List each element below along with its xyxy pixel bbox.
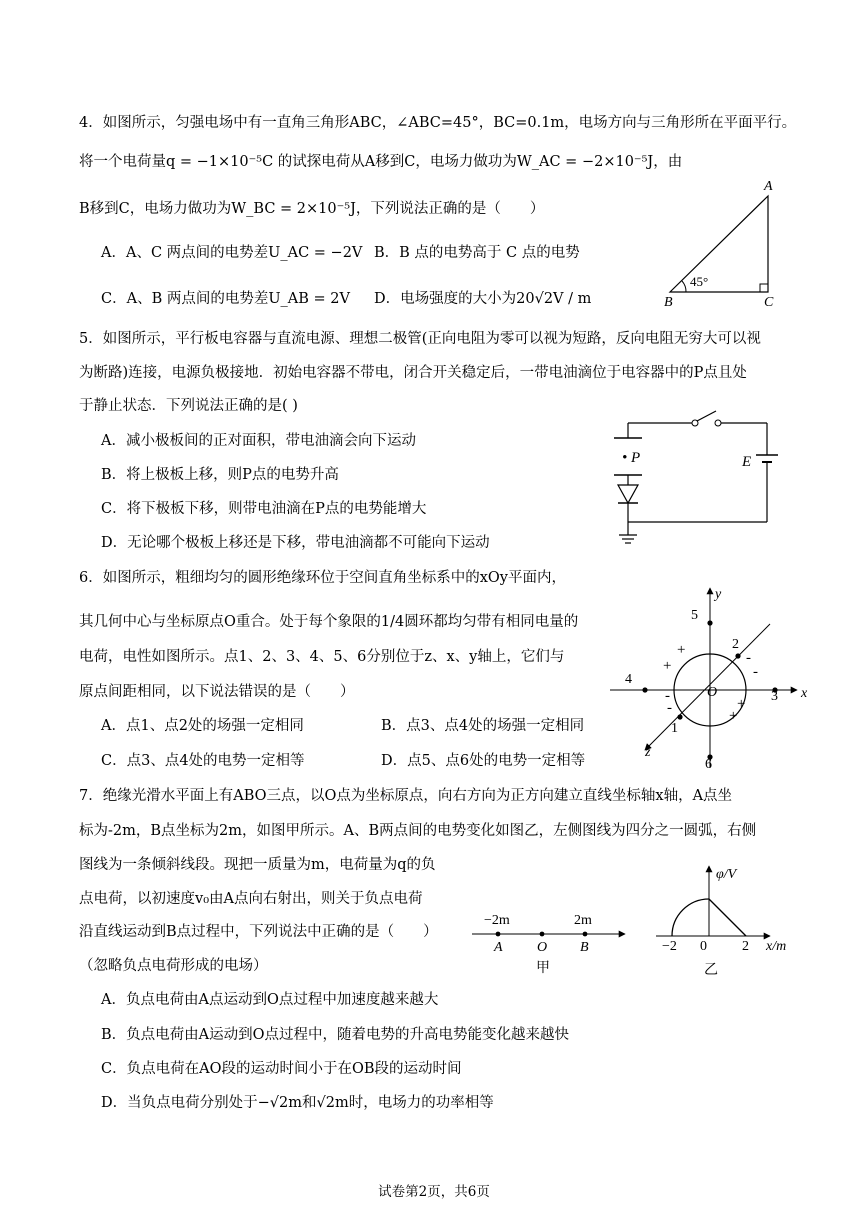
point-1 bbox=[677, 714, 682, 719]
axis-label-z: z bbox=[645, 745, 651, 760]
q7-option-b: B．负点电荷由A运动到O点过程中，随着电势的升高电势能变化越来越快 bbox=[101, 1027, 570, 1043]
q6-option-b: B．点3、点4处的场强一定相同 bbox=[381, 718, 585, 734]
q4-option-c: C．A、B 两点间的电势差U_AB = 2V bbox=[101, 291, 350, 307]
diode-triangle bbox=[618, 485, 638, 503]
charge-sign: + bbox=[677, 642, 686, 658]
angle-label: 45° bbox=[690, 274, 709, 289]
point-label-3: 3 bbox=[771, 689, 778, 704]
caption-jia: 甲 bbox=[536, 961, 550, 976]
q5-line2: 为断路)连接，电源负极接地．初始电容器不带电，闭合开关稳定后，一带电油滴位于电容器中的P点且处 bbox=[79, 365, 747, 381]
q7-line1: 7．绝缘光滑水平面上有ABO三点，以O点为坐标原点，向右方向为正方向建立直线坐标轴x轴，A点坐 bbox=[79, 788, 733, 804]
slope-line bbox=[709, 899, 746, 936]
q6-option-d: D．点5、点6处的电势一定相等 bbox=[381, 753, 586, 769]
q6-ring-figure bbox=[605, 580, 820, 775]
label-o: O bbox=[537, 940, 548, 955]
q7-line6: （忽略负点电荷形成的电场） bbox=[79, 958, 268, 974]
q6-option-c: C．点3、点4处的电势一定相等 bbox=[101, 753, 305, 769]
q7-figure-yi bbox=[652, 860, 802, 980]
angle-arc bbox=[682, 281, 686, 292]
q4-line2: 将一个电荷量q = −1×10⁻⁵C 的试探电荷从A移到C，电场力做功为W_AC = −2×10⁻⁵J，由 bbox=[79, 154, 683, 170]
point-label-1: 1 bbox=[671, 721, 678, 736]
q7-line4: 点电荷，以初速度v₀由A点向右射出，则关于负点电荷 bbox=[79, 891, 423, 907]
q6-line4: 原点间距相同，以下说法错误的是（ ） bbox=[79, 684, 355, 700]
q4-triangle-figure bbox=[660, 180, 780, 310]
x-axis-label: x/m bbox=[766, 939, 787, 954]
q5-option-d: D．无论哪个极板上移还是下移，带电油滴都不可能向下运动 bbox=[101, 535, 490, 551]
q7-figure-jia bbox=[470, 908, 630, 980]
q7-line3: 图线为一条倾斜线段。现把一质量为m，电荷量为q的负 bbox=[79, 857, 436, 873]
point-label-5: 5 bbox=[691, 608, 698, 623]
label-c: C bbox=[764, 295, 774, 310]
switch-blade bbox=[697, 411, 716, 421]
charge-sign: + bbox=[663, 658, 672, 674]
label-b: B bbox=[664, 295, 673, 310]
q5-line3: 于静止状态．下列说法正确的是( ) bbox=[79, 398, 298, 414]
q5-option-b: B．将上极板上移，则P点的电势升高 bbox=[101, 467, 339, 483]
q5-option-a: A．减小极板间的正对面积，带电油滴会向下运动 bbox=[101, 433, 416, 449]
point-a bbox=[496, 932, 501, 937]
q4-option-d: D．电场强度的大小为20√2V / m bbox=[374, 291, 592, 307]
charge-sign: - bbox=[667, 700, 672, 716]
q6-line1: 6．如图所示，粗细均匀的圆形绝缘环位于空间直角坐标系中的xOy平面内， bbox=[79, 570, 566, 586]
charge-sign: + bbox=[737, 696, 746, 712]
q6-line2: 其几何中心与坐标原点O重合。处于每个象限的1/4圆环都均匀带有相同电量的 bbox=[79, 614, 579, 630]
q7-option-d: D．当负点电荷分别处于−√2m和√2m时，电场力的功率相等 bbox=[101, 1095, 494, 1111]
q5-option-c: C．将下极板下移，则带电油滴在P点的电势能增大 bbox=[101, 501, 427, 517]
q7-line2: 标为-2m，B点坐标为2m，如图甲所示。A、B两点间的电势变化如图乙，左侧图线为四分之一圆弧，右侧 bbox=[79, 823, 757, 839]
label-a: A bbox=[764, 179, 773, 194]
switch-terminal-right bbox=[715, 420, 721, 426]
tick-0: 0 bbox=[700, 939, 707, 954]
point-2 bbox=[735, 653, 740, 658]
label-p: • P bbox=[622, 450, 641, 466]
q7-line5: 沿直线运动到B点过程中，下列说法中正确的是（ ） bbox=[79, 924, 438, 940]
caption-yi: 乙 bbox=[704, 963, 718, 978]
coord-left: −2m bbox=[484, 913, 510, 928]
q4-line1: 4．如图所示，匀强电场中有一直角三角形ABC，∠ABC=45°，BC=0.1m，电场方向与三角形所在平面平行。 bbox=[79, 115, 797, 131]
triangle-abc bbox=[670, 196, 768, 292]
point-5 bbox=[707, 620, 712, 625]
q5-line1: 5．如图所示，平行板电容器与直流电源、理想二极管(正向电阻为零可以视为短路，反向电阻无穷大可以视 bbox=[79, 331, 761, 347]
point-4 bbox=[642, 687, 647, 692]
q5-circuit-figure bbox=[600, 405, 785, 550]
q6-line3: 电荷，电性如图所示。点1、2、3、4、5、6分别位于z、x、y轴上，它们与 bbox=[79, 649, 565, 665]
coord-right: 2m bbox=[574, 913, 592, 928]
charge-sign: + bbox=[729, 708, 738, 724]
charge-sign: - bbox=[746, 650, 751, 666]
q4-line3: B移到C，电场力做功为W_BC = 2×10⁻⁵J，下列说法正确的是（ ） bbox=[79, 201, 545, 217]
point-label-2: 2 bbox=[732, 637, 739, 652]
q4-option-b: B．B 点的电势高于 C 点的电势 bbox=[374, 245, 580, 261]
page-footer: 试卷第2页，共6页 bbox=[378, 1184, 490, 1200]
charge-sign: - bbox=[753, 664, 758, 680]
right-angle-mark bbox=[760, 284, 768, 292]
label-a: A bbox=[494, 940, 503, 955]
q6-option-a: A．点1、点2处的场强一定相同 bbox=[101, 718, 304, 734]
point-label-6: 6 bbox=[705, 757, 712, 772]
arc-curve bbox=[672, 899, 709, 936]
tick-2: 2 bbox=[742, 939, 749, 954]
label-b: B bbox=[580, 940, 589, 955]
origin-label: O bbox=[707, 685, 718, 700]
q7-option-a: A．负点电荷由A点运动到O点过程中加速度越来越大 bbox=[101, 992, 439, 1008]
q4-option-a: A．A、C 两点间的电势差U_AC = −2V bbox=[101, 245, 363, 261]
point-label-4: 4 bbox=[625, 672, 632, 687]
axis-label-y: y bbox=[715, 587, 722, 602]
q7-option-c: C．负点电荷在AO段的运动时间小于在OB段的运动时间 bbox=[101, 1061, 462, 1077]
axis-label-x: x bbox=[801, 686, 808, 701]
tick-neg2: −2 bbox=[662, 939, 677, 954]
y-axis-label: φ/V bbox=[716, 867, 737, 882]
charge-sign: - bbox=[665, 688, 670, 704]
point-b bbox=[583, 932, 588, 937]
point-o bbox=[540, 932, 545, 937]
label-e: E bbox=[742, 454, 752, 470]
